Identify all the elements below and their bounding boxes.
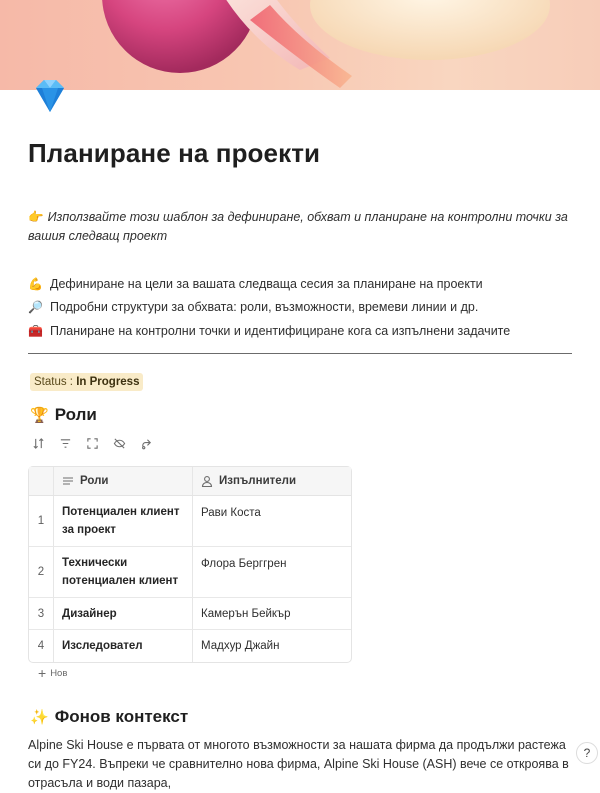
row-number: 4 (29, 630, 54, 662)
roles-heading-text: Роли (54, 405, 97, 424)
table-row[interactable] (29, 630, 351, 662)
context-paragraph: Alpine Ski House е първата от многото възможности за нашата фирма да продължи растежа си до FY24. Въпреки че сравнително нова фирма, Alpine Ski House (ASH) вече се откроява в отрасъла и води пазара, (28, 738, 569, 790)
table-header (29, 467, 351, 496)
toolbox-icon: 🧰 (28, 323, 43, 338)
executor-cell[interactable]: Флора Берггрен (201, 558, 287, 570)
sparkles-icon: ✨ (30, 709, 49, 726)
help-icon: ? (583, 746, 591, 760)
role-cell[interactable]: Дизайнер (54, 598, 193, 629)
row-number: 2 (29, 547, 54, 597)
status-value: In Progress (76, 376, 140, 388)
person-icon (201, 475, 213, 487)
goals-list (28, 272, 578, 343)
table-row[interactable] (29, 598, 351, 630)
context-heading (30, 707, 188, 727)
status-badge[interactable] (30, 373, 143, 391)
intro-callout (28, 208, 568, 246)
magnifier-icon: 🔎 (28, 300, 43, 315)
column-header-executors[interactable]: Изпълнители (193, 467, 351, 495)
filter-icon[interactable] (59, 437, 72, 450)
role-cell[interactable]: Изследовател (54, 630, 193, 662)
text-lines-icon (62, 475, 74, 487)
list-item (28, 319, 578, 343)
trophy-icon: 🏆 (30, 407, 49, 424)
executor-cell[interactable]: Камерън Бейкър (201, 607, 291, 620)
row-number: 1 (29, 496, 54, 546)
row-number-header (29, 467, 54, 495)
list-item (28, 296, 578, 320)
share-icon[interactable] (140, 437, 153, 450)
roles-table (28, 466, 352, 663)
roles-heading (30, 405, 97, 425)
list-item-text: Планиране на контролни точки и идентифициране кога са изпълнени задачите (50, 323, 511, 338)
hide-icon[interactable] (113, 437, 126, 450)
executor-cell[interactable]: Мадхур Джайн (201, 640, 280, 652)
sort-icon[interactable] (32, 437, 45, 450)
gem-icon[interactable] (28, 76, 72, 116)
help-button[interactable] (576, 742, 598, 764)
layout-icon[interactable] (86, 437, 99, 450)
list-item-text: Подробни структури за обхвата: роли, възможности, времеви линии и др. (50, 300, 479, 315)
role-cell[interactable]: Технически потенциален клиент (54, 547, 193, 597)
cover-banner (0, 0, 600, 90)
executor-cell[interactable]: Рави Коста (201, 507, 261, 519)
add-row-label: Нов (50, 667, 68, 679)
page-title: Планиране на проекти (28, 138, 321, 168)
flexed-biceps-icon: 💪 (28, 276, 43, 291)
status-label: Status : (34, 376, 73, 388)
column-header-roles[interactable]: Роли (54, 467, 193, 495)
list-item (28, 272, 578, 296)
row-number: 3 (29, 598, 54, 629)
plus-icon: + (38, 665, 47, 681)
divider (28, 353, 572, 354)
table-row[interactable] (29, 547, 351, 598)
role-cell[interactable]: Потенциален клиент за проект (54, 496, 193, 546)
add-row-button[interactable] (38, 667, 67, 679)
list-item-text: Дефиниране на цели за вашата следваща сесия за планиране на проекти (50, 276, 483, 291)
pointing-hand-icon: 👉 (28, 210, 44, 224)
table-toolbar (32, 435, 153, 451)
intro-text: Използвайте този шаблон за дефиниране, обхват и планиране на контролни точки за вашия следващ проект (28, 210, 568, 243)
table-row[interactable] (29, 496, 351, 547)
context-heading-text: Фонов контекст (54, 707, 189, 726)
cover-art (0, 0, 600, 90)
